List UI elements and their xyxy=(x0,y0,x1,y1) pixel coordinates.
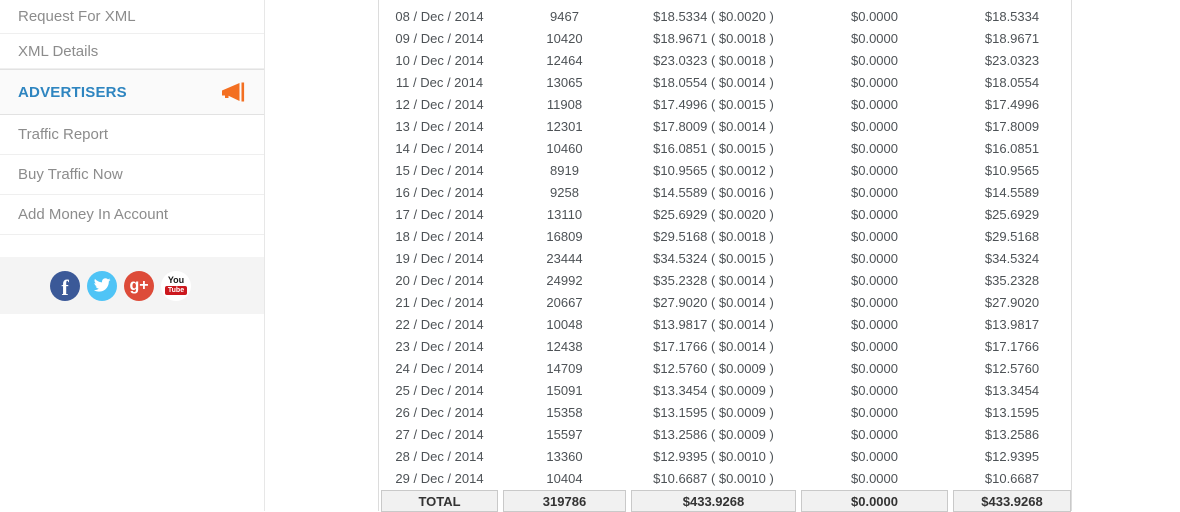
table-cell: 23 / Dec / 2014 xyxy=(395,338,484,354)
table-row xyxy=(379,5,1071,27)
table-cell: 10404 xyxy=(546,470,583,486)
megaphone-icon xyxy=(221,82,248,102)
twitter-icon[interactable] xyxy=(87,271,117,301)
table-cell: $17.1766 ( $0.0014 ) xyxy=(653,338,774,354)
table-cell: 09 / Dec / 2014 xyxy=(395,30,484,46)
table-cell: $16.0851 xyxy=(984,140,1040,156)
table-row xyxy=(379,401,1071,423)
table-cell: 15597 xyxy=(546,426,583,442)
table-cell: 08 / Dec / 2014 xyxy=(395,8,484,24)
table-cell: 26 / Dec / 2014 xyxy=(395,404,484,420)
sidebar-item-advertisers[interactable] xyxy=(0,69,264,115)
table-cell: $18.9671 xyxy=(984,30,1040,46)
table-cell: 23444 xyxy=(546,250,583,266)
table-cell: $13.9817 xyxy=(984,316,1040,332)
table-cell: $10.9565 ( $0.0012 ) xyxy=(653,162,774,178)
table-cell: 9467 xyxy=(550,8,579,24)
table-cell: $13.3454 ( $0.0009 ) xyxy=(653,382,774,398)
table-cell: 22 / Dec / 2014 xyxy=(395,316,484,332)
table-row xyxy=(379,181,1071,203)
table-cell: 10460 xyxy=(546,140,583,156)
table-cell: $17.4996 xyxy=(984,96,1040,112)
table-cell: 13 / Dec / 2014 xyxy=(395,118,484,134)
table-cell: $0.0000 xyxy=(851,140,898,156)
table-row xyxy=(379,445,1071,467)
table-cell: $0.0000 xyxy=(851,162,898,178)
table-cell: $34.5324 ( $0.0015 ) xyxy=(653,250,774,266)
table-cell: $0.0000 xyxy=(851,382,898,398)
table-cell: 19 / Dec / 2014 xyxy=(395,250,484,266)
table-cell: 11908 xyxy=(546,96,583,112)
table-cell: $18.5334 xyxy=(984,8,1040,24)
table-cell: $0.0000 xyxy=(851,96,898,112)
table-cell: 27 / Dec / 2014 xyxy=(395,426,484,442)
table-cell: $27.9020 ( $0.0014 ) xyxy=(653,294,774,310)
table-cell: 9258 xyxy=(550,184,579,200)
table-cell: $25.6929 xyxy=(984,206,1040,222)
sidebar-item-label: Add Money In Account xyxy=(18,206,169,223)
table-cell: 10048 xyxy=(546,316,583,332)
table-cell: 16 / Dec / 2014 xyxy=(395,184,484,200)
total-label-cell: TOTAL xyxy=(381,490,498,512)
sidebar-item-traffic-report[interactable] xyxy=(0,115,264,155)
table-cell: $14.5589 xyxy=(984,184,1040,200)
table-cell: $18.0554 xyxy=(984,74,1040,90)
table-row xyxy=(379,467,1071,489)
table-cell: 24992 xyxy=(546,272,583,288)
total-count-cell: 319786 xyxy=(503,490,626,512)
youtube-logo-top: You xyxy=(167,275,185,285)
table-row xyxy=(379,291,1071,313)
table-cell: 12301 xyxy=(546,118,583,134)
table-row xyxy=(379,269,1071,291)
table-row xyxy=(379,335,1071,357)
table-row xyxy=(379,71,1071,93)
table-cell: $29.5168 ( $0.0018 ) xyxy=(653,228,774,244)
sidebar-item-label: ADVERTISERS xyxy=(18,83,127,101)
table-row xyxy=(379,137,1071,159)
table-row xyxy=(379,313,1071,335)
table-cell: $12.5760 xyxy=(984,360,1040,376)
table-cell: $17.8009 xyxy=(984,118,1040,134)
table-row xyxy=(379,159,1071,181)
table-cell: $13.1595 ( $0.0009 ) xyxy=(653,404,774,420)
table-cell: $18.9671 ( $0.0018 ) xyxy=(653,30,774,46)
table-cell: 8919 xyxy=(550,162,579,178)
traffic-report-table xyxy=(378,0,1072,511)
total-earnings-cell: $433.9268 xyxy=(631,490,796,512)
table-cell: $0.0000 xyxy=(851,184,898,200)
total-adjust-cell: $0.0000 xyxy=(801,490,948,512)
table-cell: $0.0000 xyxy=(851,272,898,288)
social-links-bar xyxy=(0,257,264,314)
table-cell: 12438 xyxy=(546,338,583,354)
table-cell: $12.9395 xyxy=(984,448,1040,464)
table-cell: 18 / Dec / 2014 xyxy=(395,228,484,244)
table-cell: $0.0000 xyxy=(851,360,898,376)
table-total-row xyxy=(379,490,1071,512)
table-cell: 14 / Dec / 2014 xyxy=(395,140,484,156)
table-cell: 21 / Dec / 2014 xyxy=(395,294,484,310)
table-row xyxy=(379,379,1071,401)
table-cell: $17.1766 xyxy=(984,338,1040,354)
sidebar-item-add-money-in-account[interactable] xyxy=(0,195,264,235)
table-row xyxy=(379,27,1071,49)
table-cell: $13.9817 ( $0.0014 ) xyxy=(653,316,774,332)
table-cell: $0.0000 xyxy=(851,30,898,46)
table-cell: $16.0851 ( $0.0015 ) xyxy=(653,140,774,156)
table-cell: $17.8009 ( $0.0014 ) xyxy=(653,118,774,134)
table-cell: $13.2586 xyxy=(984,426,1040,442)
table-cell: 15358 xyxy=(546,404,583,420)
table-cell: $12.5760 ( $0.0009 ) xyxy=(653,360,774,376)
youtube-logo-bottom: Tube xyxy=(165,286,187,295)
sidebar-item-label: XML Details xyxy=(18,42,99,60)
table-cell: 28 / Dec / 2014 xyxy=(395,448,484,464)
table-cell: $0.0000 xyxy=(851,316,898,332)
youtube-icon[interactable] xyxy=(161,271,191,301)
table-cell: $10.6687 xyxy=(984,470,1040,486)
table-cell: $13.1595 xyxy=(984,404,1040,420)
table-cell: 13110 xyxy=(546,206,583,222)
table-cell: 20667 xyxy=(546,294,583,310)
table-cell: 10420 xyxy=(546,30,583,46)
table-row xyxy=(379,225,1071,247)
table-cell: $0.0000 xyxy=(851,404,898,420)
google-plus-icon[interactable]: g+ xyxy=(124,271,154,301)
sidebar-item-label: Buy Traffic Now xyxy=(18,166,123,183)
table-row xyxy=(379,247,1071,269)
table-cell: $0.0000 xyxy=(851,426,898,442)
table-cell: $23.0323 xyxy=(984,52,1040,68)
table-cell: $13.2586 ( $0.0009 ) xyxy=(653,426,774,442)
sidebar-item-label: Request For XML xyxy=(18,8,136,25)
table-cell: $29.5168 xyxy=(984,228,1040,244)
table-cell: 15 / Dec / 2014 xyxy=(395,162,484,178)
table-cell: $0.0000 xyxy=(851,338,898,354)
table-cell: $0.0000 xyxy=(851,8,898,24)
table-cell: $0.0000 xyxy=(851,118,898,134)
table-cell: 16809 xyxy=(546,228,583,244)
table-cell: $18.5334 ( $0.0020 ) xyxy=(653,8,774,24)
table-cell: $18.0554 ( $0.0014 ) xyxy=(653,74,774,90)
table-cell: $0.0000 xyxy=(851,448,898,464)
sidebar-item-buy-traffic-now[interactable] xyxy=(0,155,264,195)
table-cell: $23.0323 ( $0.0018 ) xyxy=(653,52,774,68)
table-cell: $25.6929 ( $0.0020 ) xyxy=(653,206,774,222)
table-cell: 25 / Dec / 2014 xyxy=(395,382,484,398)
table-cell: $14.5589 ( $0.0016 ) xyxy=(653,184,774,200)
table-cell: 29 / Dec / 2014 xyxy=(395,470,484,486)
table-body xyxy=(379,5,1071,489)
table-cell: $17.4996 ( $0.0015 ) xyxy=(653,96,774,112)
table-cell: 15091 xyxy=(546,382,583,398)
sidebar xyxy=(0,0,265,511)
table-cell: $0.0000 xyxy=(851,52,898,68)
table-cell: $0.0000 xyxy=(851,294,898,310)
table-cell: 10 / Dec / 2014 xyxy=(395,52,484,68)
table-row xyxy=(379,115,1071,137)
table-cell: $0.0000 xyxy=(851,206,898,222)
table-row xyxy=(379,49,1071,71)
table-cell: $0.0000 xyxy=(851,470,898,486)
table-cell: $34.5324 xyxy=(984,250,1040,266)
table-cell: $10.6687 ( $0.0010 ) xyxy=(653,470,774,486)
table-row xyxy=(379,93,1071,115)
table-cell: 13065 xyxy=(546,74,583,90)
table-cell: 12464 xyxy=(546,52,583,68)
table-row xyxy=(379,423,1071,445)
table-cell: $35.2328 ( $0.0014 ) xyxy=(653,272,774,288)
table-cell: 11 / Dec / 2014 xyxy=(395,74,484,90)
table-cell: $12.9395 ( $0.0010 ) xyxy=(653,448,774,464)
table-row xyxy=(379,203,1071,225)
table-cell: $0.0000 xyxy=(851,228,898,244)
table-cell: $10.9565 xyxy=(984,162,1040,178)
table-cell: 14709 xyxy=(546,360,583,376)
facebook-icon[interactable]: f xyxy=(50,271,80,301)
table-cell: $35.2328 xyxy=(984,272,1040,288)
sidebar-item-label: Traffic Report xyxy=(18,126,109,143)
table-cell: $0.0000 xyxy=(851,250,898,266)
sidebar-item-request-for-xml[interactable] xyxy=(0,0,264,34)
table-cell: 17 / Dec / 2014 xyxy=(395,206,484,222)
table-cell: 13360 xyxy=(546,448,583,464)
table-cell: 24 / Dec / 2014 xyxy=(395,360,484,376)
table-row xyxy=(379,357,1071,379)
table-cell: $0.0000 xyxy=(851,74,898,90)
total-final-cell: $433.9268 xyxy=(953,490,1071,512)
table-cell: 12 / Dec / 2014 xyxy=(395,96,484,112)
table-cell: $27.9020 xyxy=(984,294,1040,310)
table-cell: $13.3454 xyxy=(984,382,1040,398)
sidebar-item-xml-details[interactable] xyxy=(0,34,264,69)
table-cell: 20 / Dec / 2014 xyxy=(395,272,484,288)
